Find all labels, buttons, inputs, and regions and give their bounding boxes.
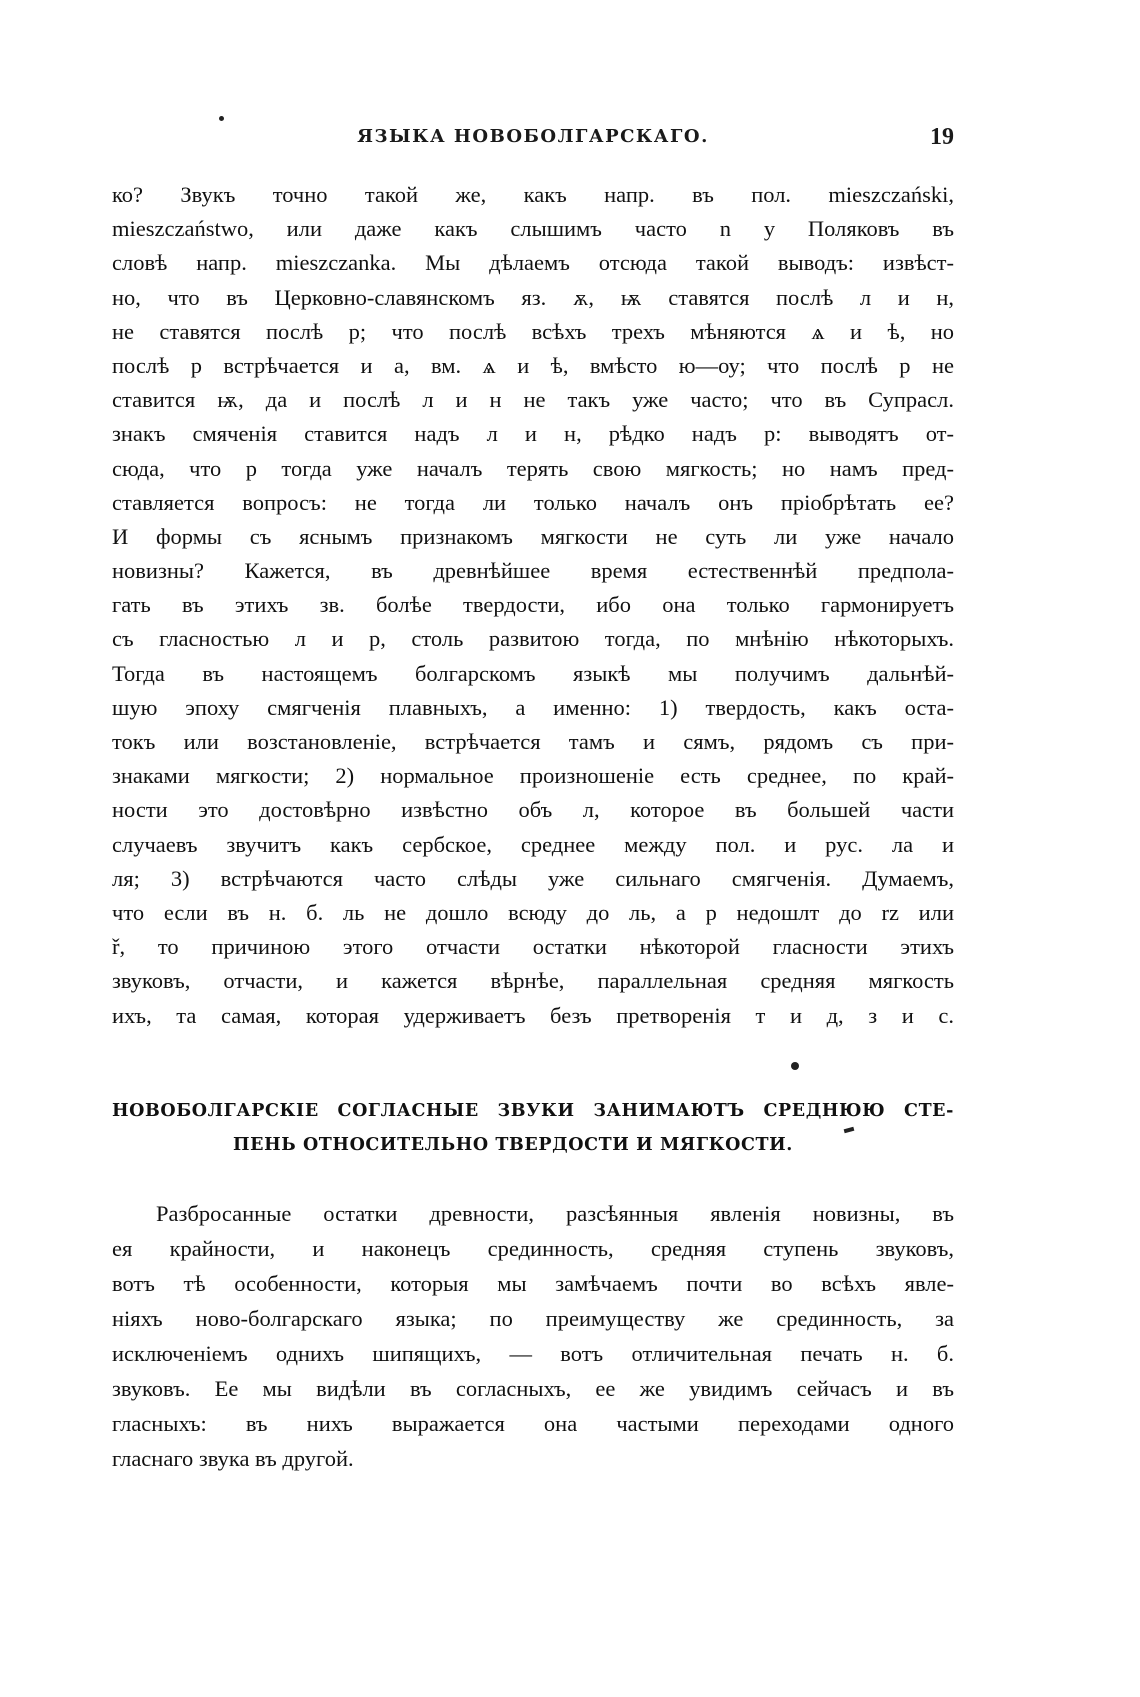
- text-line: mieszczaństwo, или даже какъ слышимъ часто n у Поляковъ въ: [112, 216, 954, 242]
- text-line: ля; 3) встрѣчаются часто слѣды уже сильнаго смягченія. Думаемъ,: [112, 865, 954, 891]
- running-header: [112, 124, 954, 164]
- paragraph-1: [112, 178, 954, 1033]
- text-line: ко? Звукъ точно такой же, какъ напр. въ пол. mieszczański,: [112, 182, 954, 207]
- text-line: случаевъ звучитъ какъ сербское, среднее между пол. и рус. ла и: [112, 831, 954, 857]
- text-line: послѣ р встрѣчается и а, вм. ѧ и ѣ, вмѣсто ю—оу; что послѣ р не: [112, 352, 954, 378]
- text-line: ставляется вопросъ: не тогда ли только началъ онъ пріобрѣтать ее?: [112, 489, 954, 515]
- text-line: звуковъ. Ее мы видѣли въ согласныхъ, ее же увидимъ сейчасъ и въ: [112, 1376, 954, 1401]
- text-line: гать въ этихъ зв. болѣе твердости, ибо она только гармонируетъ: [112, 592, 954, 618]
- print-speck: [791, 1062, 799, 1070]
- print-speck: [219, 116, 224, 121]
- running-title: ЯЗЫКА НОВОБОЛГАРСКАГО.: [357, 126, 709, 147]
- text-line: что если въ н. б. ль не дошло всюду до ль, а р недошлт до rz или: [112, 899, 954, 925]
- text-line: сюда, что р тогда уже началъ терять свою мягкость; но намъ пред-: [112, 455, 954, 481]
- page-number: 19: [930, 124, 954, 150]
- text-line: ея крайности, и наконецъ срединность, средняя ступень звуковъ,: [112, 1236, 954, 1261]
- text-line: шую эпоху смягченія плавныхъ, а именно: 1) твердость, какъ оста-: [112, 694, 954, 720]
- text-line: знаками мягкости; 2) нормальное произношеніе есть среднее, по край-: [112, 763, 954, 789]
- text-line: но, что въ Церковно-славянскомъ яз. ѫ, ѭ ставятся послѣ л и н,: [112, 284, 954, 310]
- text-line: съ гласностью л и р, столь развитою тогда, по мнѣнію нѣкоторыхъ.: [112, 626, 954, 652]
- text-line: вотъ тѣ особенности, которыя мы замѣчаемъ почти во всѣхъ явле-: [112, 1271, 954, 1296]
- text-line: токъ или возстановленіе, встрѣчается тамъ и сямъ, рядомъ съ при-: [112, 729, 954, 754]
- section-heading: [112, 1094, 954, 1162]
- text-line: звуковъ, отчасти, и кажется вѣрнѣе, параллельная средняя мягкость: [112, 968, 954, 994]
- text-line: гласнаго звука въ другой.: [112, 1446, 354, 1471]
- text-line: исключеніемъ однихъ шипящихъ, — вотъ отличительная печать н. б.: [112, 1341, 954, 1366]
- text-line: Тогда въ настоящемъ болгарскомъ языкѣ мы получимъ дальнѣй-: [112, 660, 954, 686]
- text-line: ř, то причиною этого отчасти остатки нѣкоторой гласности этихъ: [112, 934, 954, 960]
- text-line: словѣ напр. mieszczanka. Мы дѣлаемъ отсюда такой выводъ: извѣст-: [112, 250, 954, 276]
- text-line: ставится ѭ, да и послѣ л и н не такъ уже часто; что въ Супрасл.: [112, 387, 954, 413]
- text-line: не ставятся послѣ р; что послѣ всѣхъ трехъ мѣняются ѧ и ѣ, но: [112, 318, 954, 344]
- text-line: знакъ смяченія ставится надъ л и н, рѣдко надъ р: выводятъ от-: [112, 421, 954, 447]
- text-line: новизны? Кажется, въ древнѣйшее время естественнѣй предпола-: [112, 558, 954, 584]
- heading-line: НОВОБОЛГАРСКІЕ СОГЛАСНЫЕ ЗВУКИ ЗАНИМАЮТЪ СРЕДНЮЮ СТЕ-: [112, 1101, 954, 1121]
- text-line: ніяхъ ново-болгарскаго языка; по преимуществу же срединность, за: [112, 1306, 954, 1331]
- paragraph-2: [112, 1196, 954, 1476]
- heading-line: ПЕНЬ ОТНОСИТЕЛЬНО ТВЕРДОСТИ И МЯГКОСТИ.: [233, 1135, 793, 1155]
- text-line: И формы съ яснымъ признакомъ мягкости не суть ли уже начало: [112, 523, 954, 549]
- text-line: Разбросанные остатки древности, разсѣянныя явленія новизны, въ: [156, 1201, 954, 1226]
- text-line: гласныхъ: въ нихъ выражается она частыми переходами одного: [112, 1411, 954, 1436]
- text-line: ности это достовѣрно извѣстно объ л, которое въ большей части: [112, 797, 954, 823]
- text-line: ихъ, та самая, которая удерживаетъ безъ претворенія т и д, з и с.: [112, 1002, 954, 1028]
